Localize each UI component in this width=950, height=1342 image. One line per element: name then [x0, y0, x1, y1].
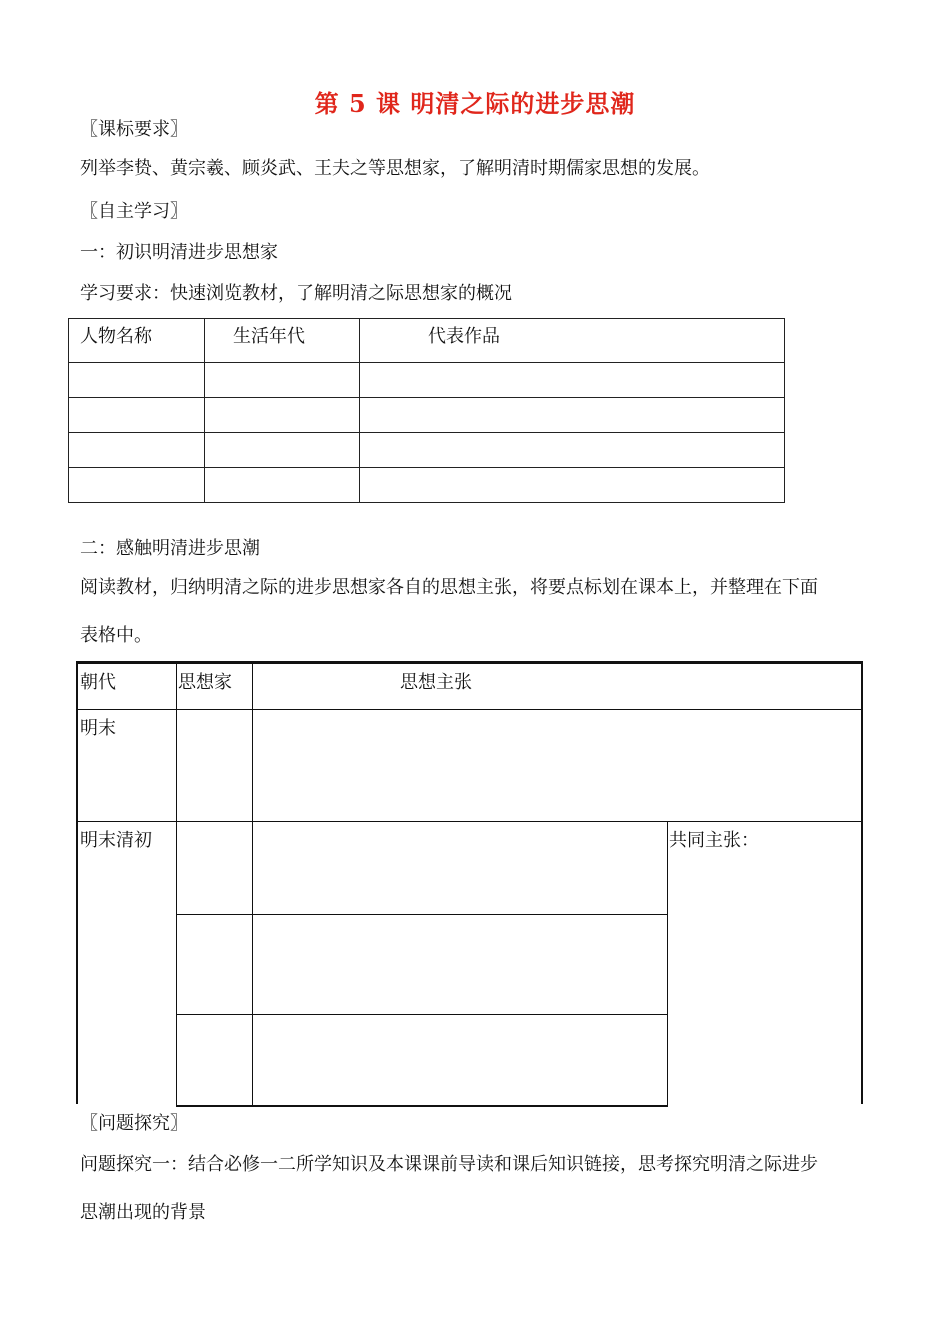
table2-border	[176, 1105, 668, 1107]
table2-row-dynasty-ming-late: 明末	[80, 718, 116, 739]
thinkers-table	[68, 318, 785, 503]
table-cell[interactable]	[205, 433, 360, 468]
table2-border	[176, 914, 668, 915]
table2-border	[667, 821, 668, 1107]
table-row	[69, 398, 785, 433]
table1-header-name: 人物名称	[69, 319, 205, 363]
standard-text: 列举李贽、黄宗羲、顾炎武、王夫之等思想家，了解明清时期儒家思想的发展。	[80, 158, 710, 179]
table-cell[interactable]	[360, 398, 785, 433]
table2-border	[176, 661, 177, 1107]
table-cell[interactable]	[69, 468, 205, 503]
part2-text-line2: 表格中。	[80, 625, 152, 646]
page-title: 第 5 课 明清之际的进步思潮	[314, 89, 636, 118]
table-cell[interactable]	[360, 468, 785, 503]
table-cell[interactable]	[360, 363, 785, 398]
table-row	[69, 363, 785, 398]
part1-heading: 一：初识明清进步思想家	[80, 242, 278, 263]
table2-border	[76, 709, 863, 710]
table2-border	[861, 661, 863, 1104]
table-cell[interactable]	[205, 398, 360, 433]
table-row	[69, 433, 785, 468]
table2-row-dynasty-ming-qing: 明末清初	[80, 830, 152, 851]
table2-header-dynasty: 朝代	[80, 672, 116, 693]
table-cell[interactable]	[205, 468, 360, 503]
table2-border	[76, 661, 78, 1104]
table2-border	[176, 1014, 668, 1015]
table2-header-ideas: 思想主张	[400, 672, 472, 693]
part2-text-line1: 阅读教材，归纳明清之际的进步思想家各自的思想主张，将要点标划在课本上，并整理在下面	[80, 577, 818, 598]
table-cell[interactable]	[360, 433, 785, 468]
inquiry-line1: 问题探究一：结合必修一二所学知识及本课课前导读和课后知识链接，思考探究明清之际进步	[80, 1154, 818, 1175]
table-cell[interactable]	[205, 363, 360, 398]
part2-heading: 二：感触明清进步思潮	[80, 538, 260, 559]
section-inquiry-heading: 〖问题探究〗	[80, 1113, 188, 1134]
table2-border	[252, 661, 253, 1107]
section-standard-heading: 〖课标要求〗	[80, 119, 188, 140]
table-cell[interactable]	[69, 363, 205, 398]
table-row	[69, 468, 785, 503]
section-self-study-heading: 〖自主学习〗	[80, 201, 188, 222]
inquiry-line2: 思潮出现的背景	[80, 1202, 206, 1223]
table-cell[interactable]	[69, 398, 205, 433]
table1-header-works: 代表作品	[360, 319, 785, 363]
table-cell[interactable]	[69, 433, 205, 468]
table2-header-thinker: 思想家	[178, 672, 232, 693]
table1-header-era: 生活年代	[205, 319, 360, 363]
table2-border	[76, 661, 863, 664]
table2-border	[76, 821, 863, 822]
part1-requirement: 学习要求：快速浏览教材，了解明清之际思想家的概况	[80, 283, 512, 304]
table2-common-ideas-label: 共同主张：	[669, 830, 759, 851]
